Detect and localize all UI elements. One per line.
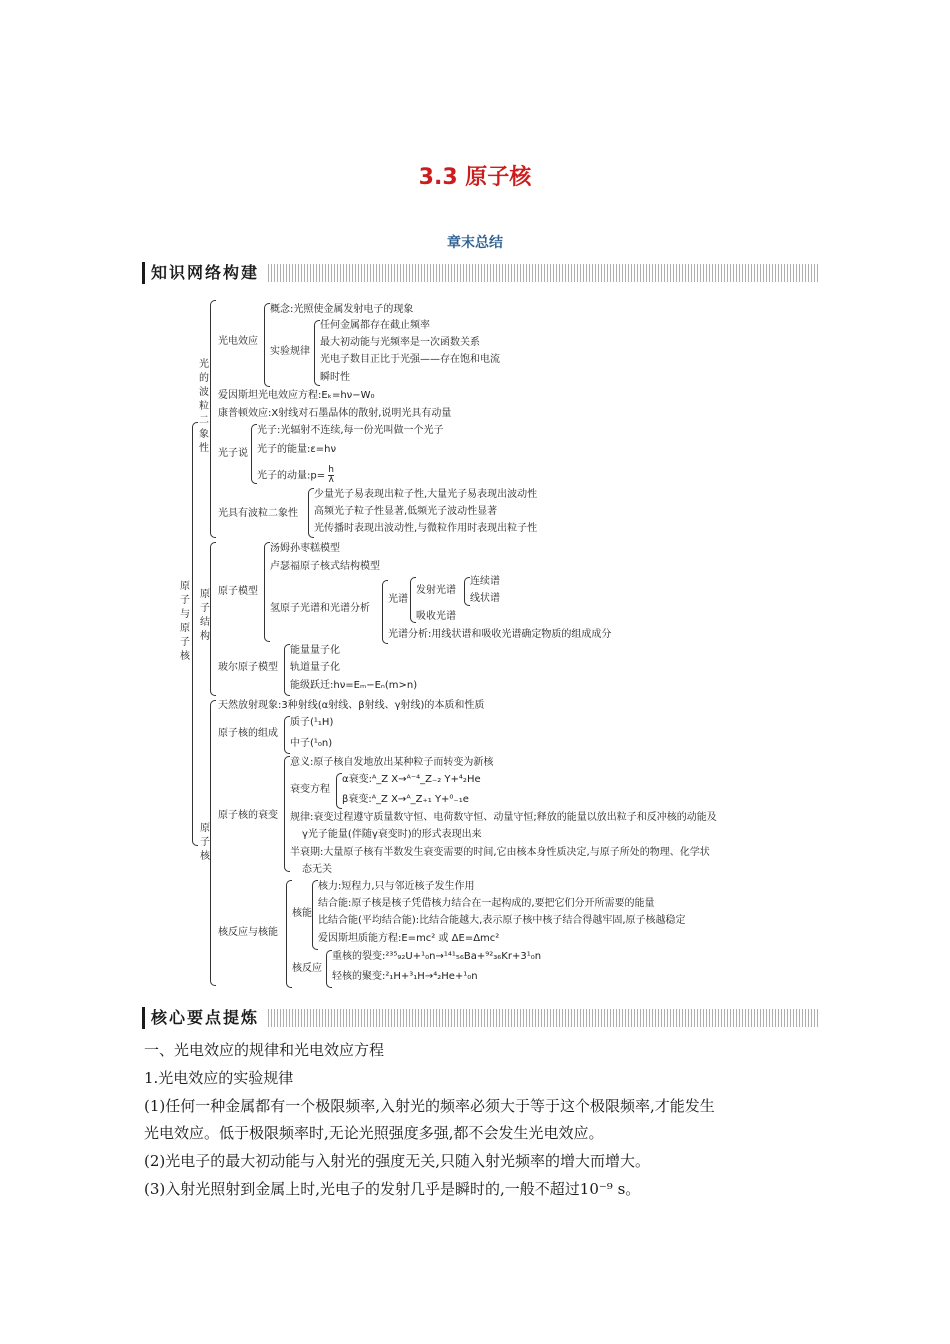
node-compton-effect: 康普顿效应:X射线对石墨晶体的散射,说明光具有动量 bbox=[218, 408, 452, 419]
node-wp-3: 光传播时表现出波动性,与微粒作用时表现出粒子性 bbox=[314, 523, 538, 534]
paragraph-2: (2)光电子的最大初动能与入射光的强度无关,只随入射光频率的增大而增大。 bbox=[144, 1152, 651, 1170]
paragraph-1-line-2: 光电效应。低于极限频率时,无论光照强度多强,都不会发生光电效应。 bbox=[144, 1124, 604, 1142]
fraction-denominator: λ bbox=[328, 475, 334, 485]
photon-momentum-label: 光子的动量:p= bbox=[257, 470, 326, 482]
node-decay-law-a: 规律:衰变过程遵守质量数守恒、电荷数守恒、动量守恒;释放的能量以放出粒子和反冲核的动能及 bbox=[290, 812, 717, 823]
node-photon-1: 光子:光辐射不连续,每一份光叫做一个光子 bbox=[257, 425, 444, 436]
node-nuclear-energy: 核能 bbox=[292, 908, 312, 919]
node-concept: 概念:光照使金属发射电子的现象 bbox=[270, 304, 414, 315]
page-title: 3.3 原子核 bbox=[418, 165, 532, 190]
section-header-hatch bbox=[268, 264, 818, 282]
paragraph-1-line-1: (1)任何一种金属都有一个极限频率,入射光的频率必须大于等于这个极限频率,才能发生 bbox=[144, 1097, 715, 1115]
node-photon-theory: 光子说 bbox=[218, 448, 248, 459]
node-law-1: 任何金属都存在截止频率 bbox=[320, 320, 430, 331]
node-einstein-equation: 爱因斯坦光电效应方程:Eₖ=hν−W₀ bbox=[218, 390, 375, 401]
node-half-life-a: 半衰期:大量原子核有半数发生衰变需要的时间,它由核本身性质决定,与原子所处的物理、化学状 bbox=[290, 847, 710, 858]
node-continuous-spectrum: 连续谱 bbox=[470, 576, 500, 587]
node-bohr-1: 能量量子化 bbox=[290, 645, 340, 656]
label-light-duality: 光的波粒二象性 bbox=[199, 359, 209, 454]
node-atom-models: 原子模型 bbox=[218, 586, 258, 597]
node-law-2: 最大初动能与光频率是一次函数关系 bbox=[320, 337, 480, 348]
label-atom-and-nucleus: 原子与原子核 bbox=[180, 581, 190, 662]
node-proton: 质子(¹₁H) bbox=[290, 717, 334, 728]
node-nuclear-decay: 原子核的衰变 bbox=[218, 810, 278, 821]
node-hydrogen-spectrum: 氢原子光谱和光谱分析 bbox=[270, 603, 370, 614]
node-law-4: 瞬时性 bbox=[320, 372, 350, 383]
node-specific-binding-energy: 比结合能(平均结合能):比结合能越大,表示原子核中核子结合得越牢固,原子核越稳定 bbox=[318, 915, 686, 926]
node-thomson: 汤姆孙枣糕模型 bbox=[270, 543, 340, 554]
node-experimental-laws: 实验规律 bbox=[270, 346, 310, 357]
node-emission-spectrum: 发射光谱 bbox=[416, 585, 456, 596]
section-header-key-points bbox=[142, 1007, 818, 1029]
label-atom-structure: 原子结构 bbox=[200, 589, 210, 642]
node-neutron: 中子(¹₀n) bbox=[290, 738, 333, 749]
node-spectral-analysis: 光谱分析:用线状谱和吸收光谱确定物质的组成成分 bbox=[388, 629, 612, 640]
node-nucleus-composition: 原子核的组成 bbox=[218, 728, 278, 739]
node-bohr-2: 轨道量子化 bbox=[290, 662, 340, 673]
node-alpha-decay: α衰变:ᴬ_Z X→ᴬ⁻⁴_Z₋₂ Y+⁴₂He bbox=[342, 774, 481, 785]
section-header-label: 核心要点提炼 bbox=[142, 1007, 265, 1029]
bracket-atom-structure bbox=[210, 542, 216, 696]
node-photoelectric-effect: 光电效应 bbox=[218, 336, 258, 347]
node-line-spectrum: 线状谱 bbox=[470, 593, 500, 604]
bracket-nucleus bbox=[210, 700, 216, 986]
section-header-hatch bbox=[268, 1009, 818, 1027]
label-nucleus: 原子核 bbox=[200, 823, 210, 862]
bracket-atom-models bbox=[264, 542, 270, 642]
node-bohr-model: 玻尔原子模型 bbox=[218, 662, 278, 673]
node-natural-radioactivity: 天然放射现象:3种射线(α射线、β射线、γ射线)的本质和性质 bbox=[218, 700, 485, 711]
node-wp-2: 高频光子粒子性显著,低频光子波动性显著 bbox=[314, 506, 498, 517]
node-binding-energy: 结合能:原子核是核子凭借核力结合在一起构成的,要把它们分开所需要的能量 bbox=[318, 898, 655, 909]
fraction-numerator: h bbox=[328, 465, 335, 475]
node-fission: 重核的裂变:²³⁵₉₂U+¹₀n→¹⁴¹₅₆Ba+⁹²₃₆Kr+3¹₀n bbox=[332, 951, 542, 962]
subheading-experimental-laws: 1.光电效应的实验规律 bbox=[144, 1069, 294, 1087]
section-header-knowledge-network bbox=[142, 262, 818, 284]
chapter-summary-title: 章末总结 bbox=[447, 235, 503, 251]
node-half-life-b: 态无关 bbox=[302, 864, 332, 875]
node-absorption-spectrum: 吸收光谱 bbox=[416, 611, 456, 622]
node-law-3: 光电子数目正比于光强——存在饱和电流 bbox=[320, 354, 500, 365]
node-fusion: 轻核的聚变:²₁H+³₁H→⁴₂He+¹₀n bbox=[332, 971, 478, 982]
node-nuclear-reaction-energy: 核反应与核能 bbox=[218, 927, 278, 938]
photon-momentum-fraction bbox=[328, 466, 334, 485]
node-photon-2: 光子的能量:ε=hν bbox=[257, 444, 337, 455]
section-header-label: 知识网络构建 bbox=[142, 262, 265, 284]
node-decay-law-b: γ光子能量(伴随γ衰变时)的形式表现出来 bbox=[302, 829, 482, 840]
node-mass-energy: 爱因斯坦质能方程:E=mc² 或 ΔE=Δmc² bbox=[318, 933, 500, 944]
node-spectrum: 光谱 bbox=[388, 594, 408, 605]
bracket-atom-and-nucleus bbox=[192, 422, 198, 846]
node-beta-decay: β衰变:ᴬ_Z X→ᴬ_Z₊₁ Y+⁰₋₁e bbox=[342, 794, 469, 805]
node-nuclear-force: 核力:短程力,只与邻近核子发生作用 bbox=[318, 881, 475, 892]
node-rutherford: 卢瑟福原子核式结构模型 bbox=[270, 561, 380, 572]
node-nuclear-reaction: 核反应 bbox=[292, 963, 322, 974]
node-decay-equations: 衰变方程 bbox=[290, 784, 330, 795]
node-wp-1: 少量光子易表现出粒子性,大量光子易表现出波动性 bbox=[314, 489, 538, 500]
paragraph-3: (3)入射光照射到金属上时,光电子的发射几乎是瞬时的,一般不超过10⁻⁹ s。 bbox=[144, 1180, 641, 1198]
node-bohr-3: 能级跃迁:hν=Eₘ−Eₙ(m>n) bbox=[290, 680, 418, 691]
bracket-light bbox=[210, 300, 216, 538]
heading-photoelectric-laws: 一、光电效应的规律和光电效应方程 bbox=[144, 1041, 385, 1059]
node-wave-particle: 光具有波粒二象性 bbox=[218, 508, 298, 519]
node-photon-3 bbox=[257, 466, 334, 485]
node-decay-meaning: 意义:原子核自发地放出某种粒子而转变为新核 bbox=[290, 757, 494, 768]
